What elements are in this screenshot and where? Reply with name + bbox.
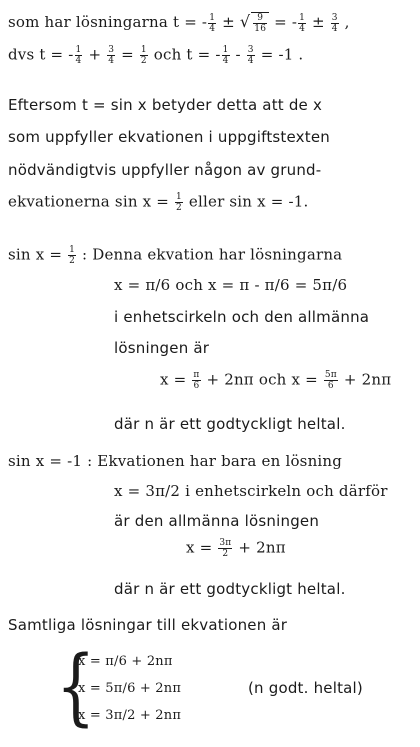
fraction: $\frac{3}{4}$: [108, 45, 115, 66]
integer-note: (n godt. heltal): [248, 679, 363, 697]
fraction: $\frac{1}{4}$: [222, 45, 229, 66]
text-line-12: där n är ett godtyckligt heltal.: [114, 415, 346, 433]
fraction: $\frac{\pi}{6}$: [193, 370, 200, 391]
fraction: $\frac{1}{2}$: [69, 245, 76, 266]
system-line-3: x = 3π/2 + 2nπ: [78, 708, 182, 723]
fraction: $\frac{3}{4}$: [331, 12, 338, 34]
text-line-5: nödvändigtvis uppfyller någon av grund-: [8, 161, 322, 179]
text-line-4: som uppfyller ekvationen i uppgiftstexten: [8, 128, 330, 146]
system-line-2: x = 5π/6 + 2nπ: [78, 681, 182, 696]
text-line-6: ekvationerna sin x = $\frac{1}{2}$ eller sin x = -1.: [8, 192, 309, 213]
fraction: $\frac{1}{4}$: [75, 45, 82, 66]
text-line-10: lösningen är: [114, 339, 210, 357]
text-line-16: x = $\frac{3\pi}{2}$ + 2nπ: [186, 538, 286, 559]
text-line-17: där n är ett godtyckligt heltal.: [114, 580, 346, 598]
text-line-9: i enhetscirkeln och den allmänna: [114, 308, 370, 326]
system-line-1: x = π/6 + 2nπ: [78, 654, 173, 669]
fraction: $\frac{3}{4}$: [247, 45, 254, 66]
text-line-8: x = π/6 och x = π - π/6 = 5π/6: [114, 276, 348, 294]
fraction: $\frac{1}{4}$: [209, 12, 216, 34]
fraction: $\frac{5\pi}{6}$: [324, 370, 337, 391]
fraction: $\frac{3\pi}{2}$: [219, 538, 232, 559]
fraction: $\frac{1}{4}$: [299, 12, 306, 34]
sqrt-radicand: $\frac{9}{16}$: [251, 12, 269, 34]
text-line-14: x = 3π/2 i enhetscirkeln och därför: [114, 482, 388, 500]
text-line-2: dvs t = - $\frac{1}{4}$ + $\frac{3}{4}$ = $\frac{1}{2}$ och t = - $\frac{1}{4}$ - $\frac{3}{4}$ = -1 .: [8, 45, 304, 66]
sqrt-icon: √: [239, 12, 251, 31]
fraction: $\frac{1}{2}$: [176, 192, 182, 213]
text-line-3: Eftersom t = sin x betyder detta att de x: [8, 96, 323, 114]
text-line-18: Samtliga lösningar till ekvationen är: [8, 616, 288, 634]
text-line-7: sin x = $\frac{1}{2}$ : Denna ekvation har lösningarna: [8, 245, 343, 266]
text-line-1: som har lösningarna t = - $\frac{1}{4}$ ± √ $\frac{9}{16}$ = - $\frac{1}{4}$ ± $\frac{3}{4}$ ,: [8, 12, 350, 34]
text-line-11: x = $\frac{\pi}{6}$ + 2nπ och x = $\frac{5\pi}{6}$ + 2nπ: [160, 370, 392, 391]
fraction: $\frac{1}{2}$: [140, 45, 147, 66]
text-line-15: är den allmänna lösningen: [114, 512, 320, 530]
left-brace-icon: {: [56, 636, 96, 736]
text-line-13: sin x = -1 : Ekvationen har bara en lösning: [8, 452, 343, 470]
